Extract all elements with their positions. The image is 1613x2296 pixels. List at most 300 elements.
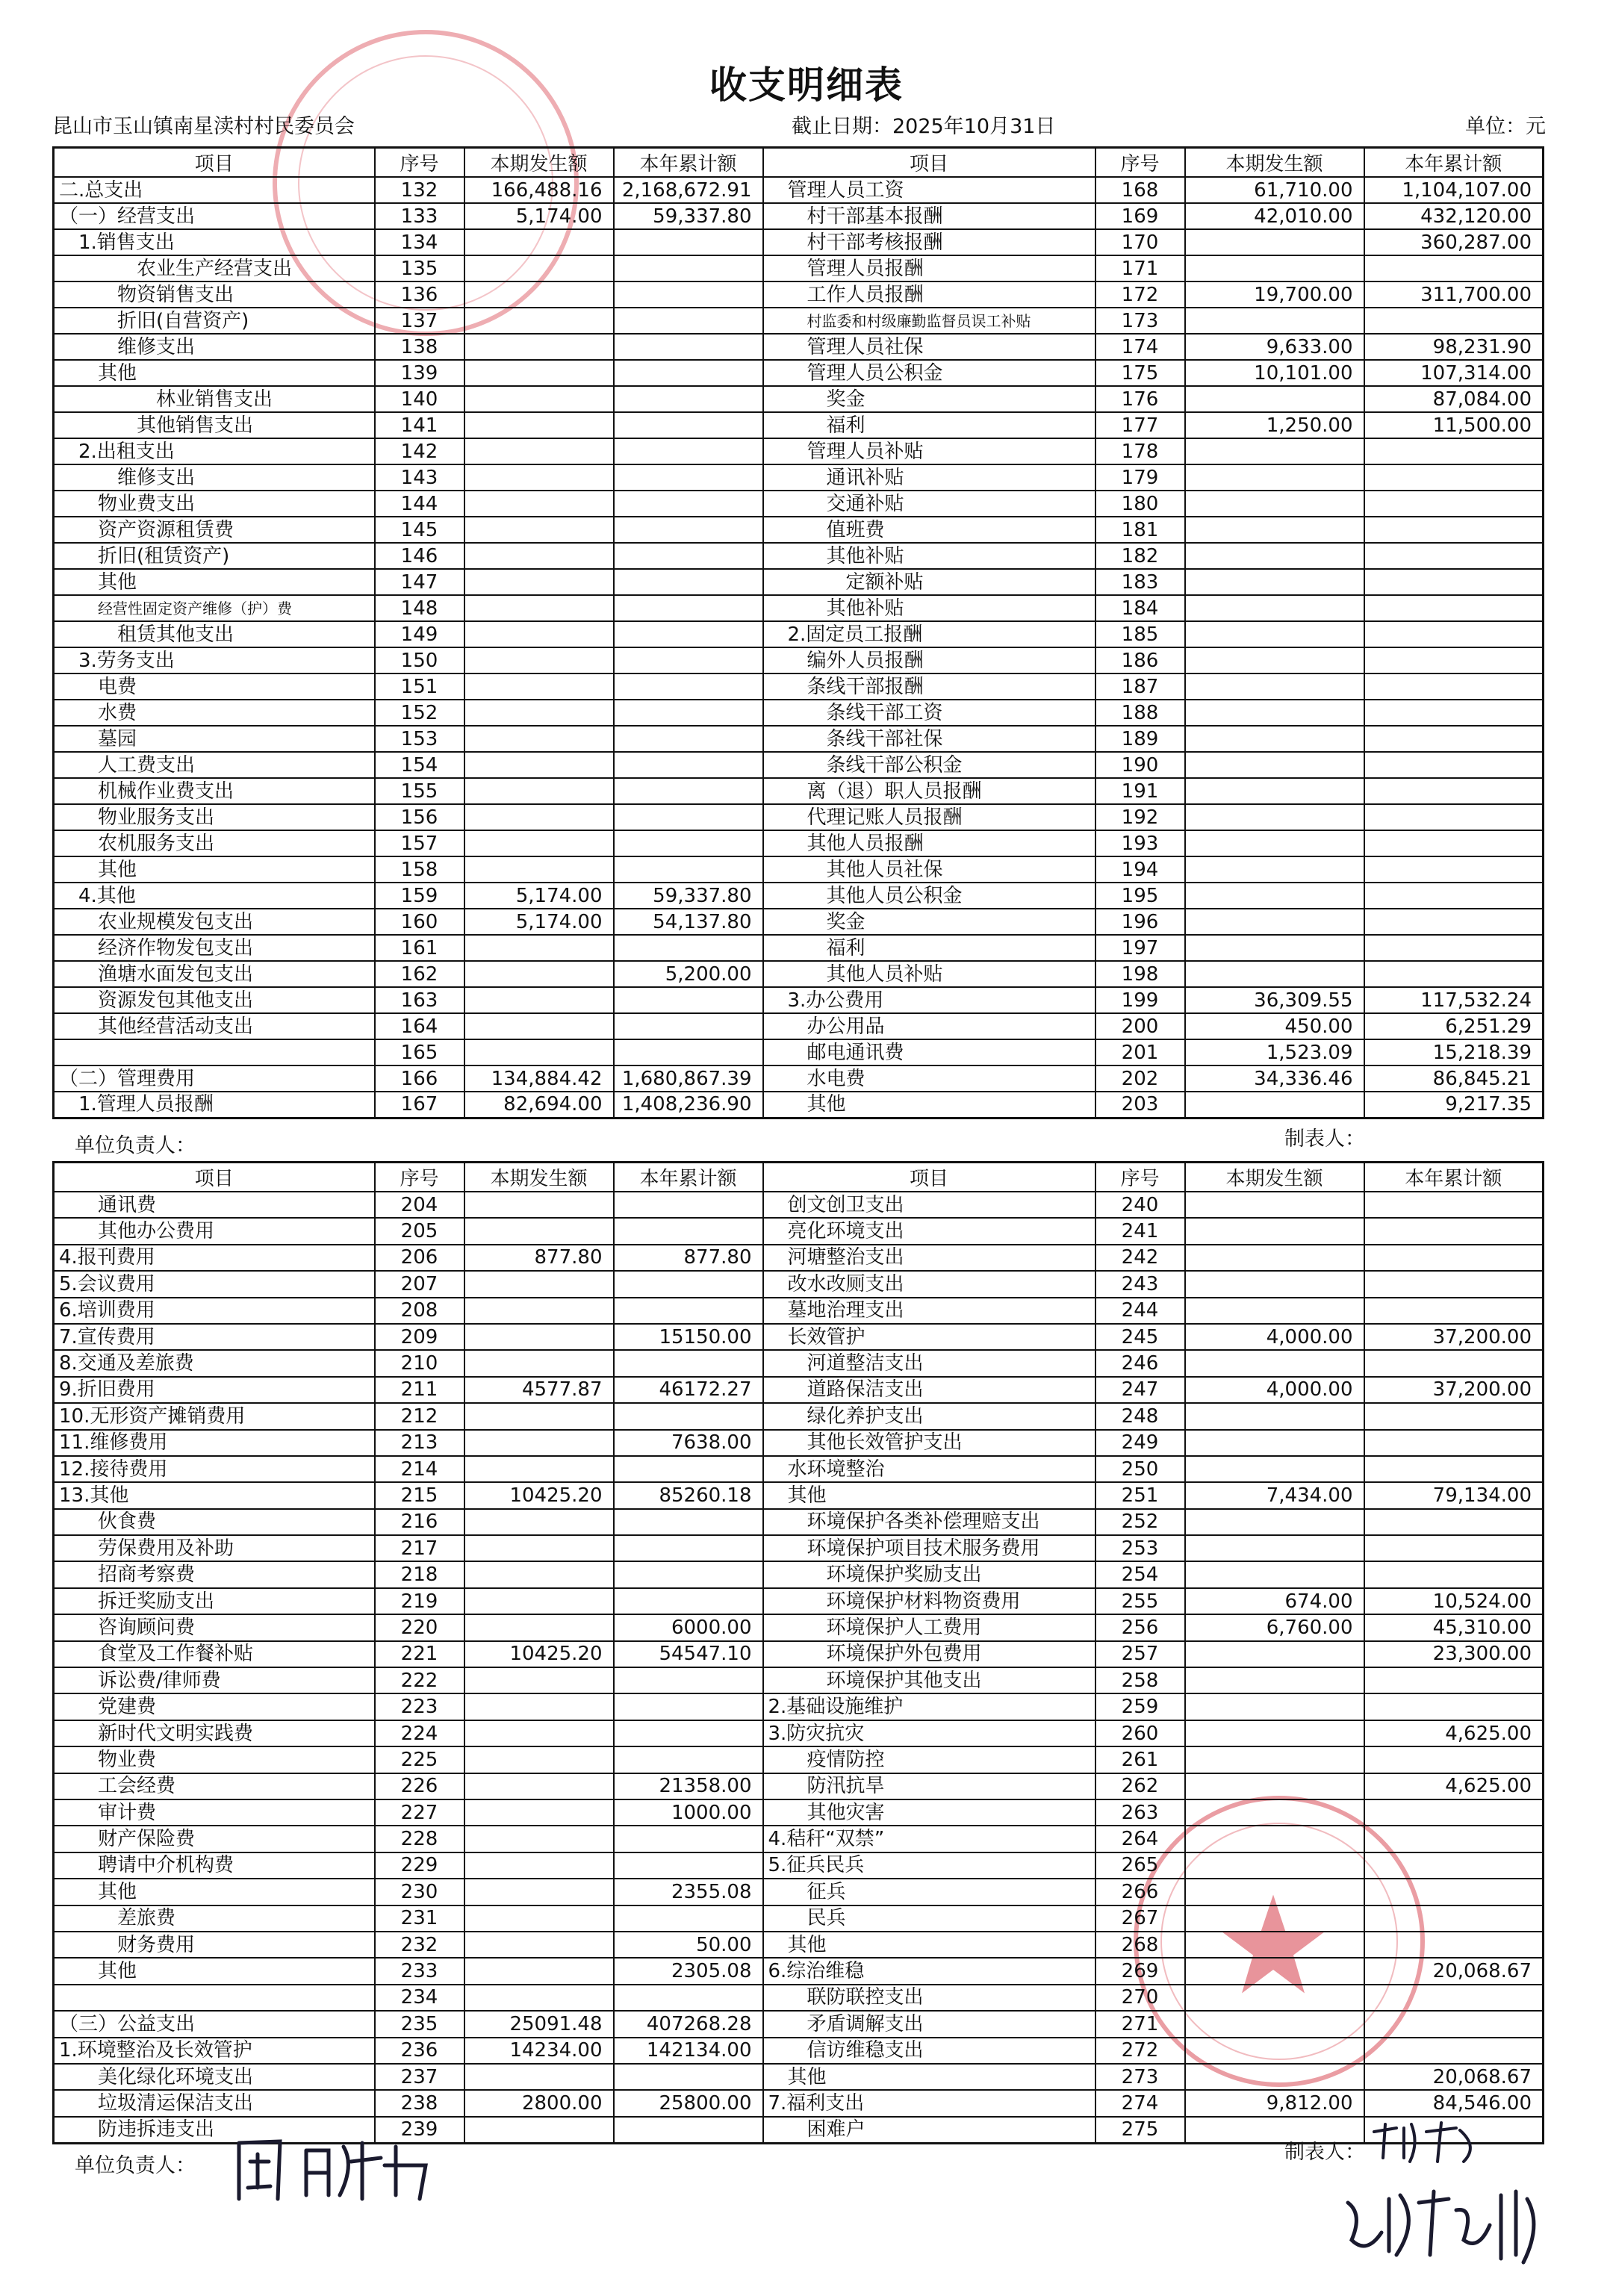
- seq-cell: 233: [375, 1958, 464, 1984]
- item-cell: 维修支出: [54, 334, 375, 360]
- period-amount-cell: [1185, 961, 1364, 987]
- seq-cell: 134: [375, 229, 464, 255]
- item-cell: 物资销售支出: [54, 281, 375, 308]
- seq-cell: 211: [375, 1377, 464, 1403]
- period-amount-cell: 82,694.00: [464, 1092, 614, 1118]
- seq-cell: 160: [375, 909, 464, 935]
- item-cell: 13.其他: [54, 1482, 375, 1508]
- table-row: [54, 281, 1544, 308]
- seq-cell: 228: [375, 1826, 464, 1852]
- item-cell: 6.培训费用: [54, 1298, 375, 1324]
- seq-cell: 177: [1095, 412, 1185, 438]
- ytd-amount-cell: 2,168,672.91: [614, 177, 763, 203]
- seq-cell: 267: [1095, 1905, 1185, 1932]
- item-cell: 劳保费用及补助: [54, 1535, 375, 1561]
- seq-cell: 255: [1095, 1588, 1185, 1614]
- table-row: [54, 778, 1544, 804]
- ytd-amount-cell: [614, 595, 763, 621]
- ytd-amount-cell: 2305.08: [614, 1958, 763, 1984]
- seq-cell: 152: [375, 700, 464, 726]
- seq-cell: 250: [1095, 1456, 1185, 1482]
- period-amount-cell: [1185, 2011, 1364, 2037]
- period-amount-cell: [464, 2064, 614, 2090]
- ytd-amount-cell: [1364, 1667, 1544, 1693]
- item-cell: 维修支出: [54, 464, 375, 491]
- seq-cell: 193: [1095, 830, 1185, 856]
- page-title: 收支明细表: [709, 63, 904, 107]
- organization-name: 昆山市玉山镇南星渎村村民委员会: [52, 115, 355, 138]
- seq-cell: 139: [375, 360, 464, 386]
- period-amount-cell: 5,174.00: [464, 909, 614, 935]
- item-cell: 折旧(租赁资产): [54, 543, 375, 569]
- period-amount-cell: [1185, 673, 1364, 700]
- seq-cell: 234: [375, 1985, 464, 2011]
- seq-cell: 165: [375, 1039, 464, 1065]
- item-cell: 长效管护: [763, 1324, 1095, 1350]
- item-cell: 通讯费: [54, 1192, 375, 1218]
- period-amount-cell: [1185, 700, 1364, 726]
- ytd-amount-cell: 11,500.00: [1364, 412, 1544, 438]
- ytd-amount-cell: [1364, 1403, 1544, 1429]
- seq-cell: 226: [375, 1773, 464, 1799]
- period-amount-cell: 1,250.00: [1185, 412, 1364, 438]
- col-header: 项目: [54, 1163, 375, 1192]
- ytd-amount-cell: [1364, 647, 1544, 673]
- item-cell: [54, 1039, 375, 1065]
- item-cell: 环境保护其他支出: [763, 1667, 1095, 1693]
- item-cell: 折旧(自营资产): [54, 308, 375, 334]
- ytd-amount-cell: [614, 856, 763, 883]
- period-amount-cell: 450.00: [1185, 1013, 1364, 1039]
- table-row: [54, 1588, 1544, 1614]
- period-amount-cell: [1185, 1641, 1364, 1667]
- table-row: [54, 856, 1544, 883]
- ytd-amount-cell: 360,287.00: [1364, 229, 1544, 255]
- table-header: [54, 148, 1544, 178]
- seq-cell: 249: [1095, 1430, 1185, 1456]
- table-row: [54, 1298, 1544, 1324]
- currency-unit: 单位：元: [1465, 115, 1546, 138]
- table-row: [54, 1932, 1544, 1958]
- seq-cell: 189: [1095, 726, 1185, 752]
- table-row: [54, 203, 1544, 229]
- seq-cell: 167: [375, 1092, 464, 1118]
- table-row: [54, 1013, 1544, 1039]
- seq-cell: 265: [1095, 1852, 1185, 1879]
- table-row: [54, 1799, 1544, 1826]
- period-amount-cell: 6,760.00: [1185, 1614, 1364, 1640]
- seq-cell: 203: [1095, 1092, 1185, 1118]
- seq-cell: 190: [1095, 752, 1185, 778]
- seq-cell: 144: [375, 491, 464, 517]
- period-amount-cell: [464, 438, 614, 464]
- period-amount-cell: 36,309.55: [1185, 987, 1364, 1013]
- ytd-amount-cell: [1364, 700, 1544, 726]
- ytd-amount-cell: 20,068.67: [1364, 2064, 1544, 2090]
- item-cell: 1.管理人员报酬: [54, 1092, 375, 1118]
- period-amount-cell: [1185, 255, 1364, 281]
- seq-cell: 239: [375, 2117, 464, 2143]
- seq-cell: 275: [1095, 2117, 1185, 2143]
- item-cell: 3.防灾抗灾: [763, 1720, 1095, 1746]
- col-header: 序号: [1095, 1163, 1185, 1192]
- period-amount-cell: [464, 569, 614, 595]
- seq-cell: 132: [375, 177, 464, 203]
- ytd-amount-cell: [614, 1456, 763, 1482]
- item-cell: 7.福利支出: [763, 2090, 1095, 2116]
- seq-cell: 208: [375, 1298, 464, 1324]
- item-cell: 定额补贴: [763, 569, 1095, 595]
- ytd-amount-cell: [614, 1403, 763, 1429]
- ytd-amount-cell: [1364, 595, 1544, 621]
- period-amount-cell: [1185, 1509, 1364, 1535]
- ytd-amount-cell: [1364, 909, 1544, 935]
- item-cell: 防违拆违支出: [54, 2117, 375, 2143]
- period-amount-cell: 4,000.00: [1185, 1377, 1364, 1403]
- period-amount-cell: [464, 1298, 614, 1324]
- item-cell: 环境保护外包费用: [763, 1641, 1095, 1667]
- period-amount-cell: [1185, 595, 1364, 621]
- ytd-amount-cell: 7638.00: [614, 1430, 763, 1456]
- item-cell: 2.基础设施维护: [763, 1693, 1095, 1720]
- period-amount-cell: [464, 1324, 614, 1350]
- seq-cell: 178: [1095, 438, 1185, 464]
- ytd-amount-cell: 86,845.21: [1364, 1065, 1544, 1092]
- period-amount-cell: [1185, 2064, 1364, 2090]
- item-cell: 河塘整治支出: [763, 1245, 1095, 1271]
- seq-cell: 253: [1095, 1535, 1185, 1561]
- item-cell: 2.固定员工报酬: [763, 621, 1095, 647]
- period-amount-cell: [1185, 1350, 1364, 1376]
- seq-cell: 150: [375, 647, 464, 673]
- period-amount-cell: [1185, 1535, 1364, 1561]
- ytd-amount-cell: [1364, 752, 1544, 778]
- table-row: [54, 1826, 1544, 1852]
- ytd-amount-cell: 432,120.00: [1364, 203, 1544, 229]
- ytd-amount-cell: [614, 1905, 763, 1932]
- item-cell: 资产资源租赁费: [54, 517, 375, 543]
- period-amount-cell: [464, 1799, 614, 1826]
- period-amount-cell: [464, 752, 614, 778]
- item-cell: 困难户: [763, 2117, 1095, 2143]
- item-cell: 其他销售支出: [54, 412, 375, 438]
- ytd-amount-cell: [1364, 438, 1544, 464]
- ytd-amount-cell: 107,314.00: [1364, 360, 1544, 386]
- table-row: [54, 1092, 1544, 1118]
- table-row: [54, 1905, 1544, 1932]
- table-row: [54, 1958, 1544, 1984]
- ytd-amount-cell: 59,337.80: [614, 203, 763, 229]
- item-cell: 伙食费: [54, 1509, 375, 1535]
- item-cell: 矛盾调解支出: [763, 2011, 1095, 2037]
- period-amount-cell: [464, 1456, 614, 1482]
- period-amount-cell: [464, 1826, 614, 1852]
- seq-cell: 261: [1095, 1746, 1185, 1773]
- period-amount-cell: [1185, 1092, 1364, 1118]
- item-cell: 管理人员工资: [763, 177, 1095, 203]
- table-row: [54, 1192, 1544, 1218]
- ytd-amount-cell: [614, 1667, 763, 1693]
- period-amount-cell: [1185, 883, 1364, 909]
- seq-cell: 260: [1095, 1720, 1185, 1746]
- ytd-amount-cell: 1000.00: [614, 1799, 763, 1826]
- ytd-amount-cell: 85260.18: [614, 1482, 763, 1508]
- ytd-amount-cell: [1364, 308, 1544, 334]
- item-cell: 其他人员补贴: [763, 961, 1095, 987]
- period-amount-cell: [464, 1720, 614, 1746]
- period-amount-cell: [464, 1773, 614, 1799]
- seq-cell: 197: [1095, 935, 1185, 961]
- table-row: [54, 961, 1544, 987]
- item-cell: 3.劳务支出: [54, 647, 375, 673]
- item-cell: 水费: [54, 700, 375, 726]
- seq-cell: 147: [375, 569, 464, 595]
- ytd-amount-cell: [1364, 1746, 1544, 1773]
- seq-cell: 200: [1095, 1013, 1185, 1039]
- seq-cell: 135: [375, 255, 464, 281]
- ytd-amount-cell: [614, 700, 763, 726]
- seq-cell: 195: [1095, 883, 1185, 909]
- ytd-amount-cell: 407268.28: [614, 2011, 763, 2037]
- ytd-amount-cell: [614, 1561, 763, 1587]
- ytd-amount-cell: [1364, 726, 1544, 752]
- period-amount-cell: [1185, 621, 1364, 647]
- ytd-amount-cell: [1364, 1852, 1544, 1879]
- period-amount-cell: [464, 308, 614, 334]
- ytd-amount-cell: 10,524.00: [1364, 1588, 1544, 1614]
- ytd-amount-cell: 117,532.24: [1364, 987, 1544, 1013]
- period-amount-cell: [464, 229, 614, 255]
- ytd-amount-cell: 5,200.00: [614, 961, 763, 987]
- seq-cell: 138: [375, 334, 464, 360]
- period-amount-cell: [464, 360, 614, 386]
- ytd-amount-cell: [614, 673, 763, 700]
- period-amount-cell: [1185, 1693, 1364, 1720]
- period-amount-cell: [464, 2117, 614, 2143]
- seq-cell: 218: [375, 1561, 464, 1587]
- item-cell: 其他长效管护支出: [763, 1430, 1095, 1456]
- period-amount-cell: [464, 804, 614, 830]
- table-row: [54, 543, 1544, 569]
- ytd-amount-cell: [614, 830, 763, 856]
- period-amount-cell: [464, 1614, 614, 1640]
- seq-cell: 212: [375, 1403, 464, 1429]
- item-cell: 6.综治维稳: [763, 1958, 1095, 1984]
- item-cell: 聘请中介机构费: [54, 1852, 375, 1879]
- period-amount-cell: [1185, 1456, 1364, 1482]
- seq-cell: 151: [375, 673, 464, 700]
- seq-cell: 205: [375, 1218, 464, 1244]
- ytd-amount-cell: [1364, 1298, 1544, 1324]
- ytd-amount-cell: 1,408,236.90: [614, 1092, 763, 1118]
- seq-cell: 141: [375, 412, 464, 438]
- item-cell: [54, 1985, 375, 2011]
- seq-cell: 145: [375, 517, 464, 543]
- ytd-amount-cell: [614, 2064, 763, 2090]
- item-cell: 10.无形资产摊销费用: [54, 1403, 375, 1429]
- ytd-amount-cell: [614, 281, 763, 308]
- ytd-amount-cell: [614, 1588, 763, 1614]
- item-cell: 诉讼费/律师费: [54, 1667, 375, 1693]
- seq-cell: 258: [1095, 1667, 1185, 1693]
- col-header: 本期发生额: [1185, 1163, 1364, 1192]
- table-row: [54, 673, 1544, 700]
- period-amount-cell: [464, 517, 614, 543]
- table-row: [54, 2011, 1544, 2037]
- item-cell: 绿化养护支出: [763, 1403, 1095, 1429]
- period-amount-cell: 877.80: [464, 1245, 614, 1271]
- seq-cell: 184: [1095, 595, 1185, 621]
- ytd-amount-cell: [1364, 1561, 1544, 1587]
- period-amount-cell: [1185, 935, 1364, 961]
- period-amount-cell: 10425.20: [464, 1641, 614, 1667]
- seq-cell: 194: [1095, 856, 1185, 883]
- col-header: 本期发生额: [1185, 148, 1364, 178]
- item-cell: 审计费: [54, 1799, 375, 1826]
- ytd-amount-cell: [614, 1852, 763, 1879]
- seq-cell: 240: [1095, 1192, 1185, 1218]
- item-cell: 办公用品: [763, 1013, 1095, 1039]
- table-row: [54, 752, 1544, 778]
- ytd-amount-cell: [1364, 830, 1544, 856]
- ytd-amount-cell: [614, 464, 763, 491]
- period-amount-cell: [464, 595, 614, 621]
- table-row: [54, 491, 1544, 517]
- period-amount-cell: 2800.00: [464, 2090, 614, 2116]
- ytd-amount-cell: [1364, 961, 1544, 987]
- item-cell: 村监委和村级廉勤监督员误工补贴: [763, 308, 1095, 334]
- item-cell: 管理人员社保: [763, 334, 1095, 360]
- period-amount-cell: 10425.20: [464, 1482, 614, 1508]
- item-cell: 福利: [763, 935, 1095, 961]
- seq-cell: 222: [375, 1667, 464, 1693]
- period-amount-cell: [464, 1039, 614, 1065]
- ytd-amount-cell: [1364, 1218, 1544, 1244]
- item-cell: 其他: [763, 1932, 1095, 1958]
- seq-cell: 183: [1095, 569, 1185, 595]
- item-cell: 道路保洁支出: [763, 1377, 1095, 1403]
- period-amount-cell: [1185, 229, 1364, 255]
- ytd-amount-cell: 84,546.00: [1364, 2090, 1544, 2116]
- table-row: [54, 1065, 1544, 1092]
- seq-cell: 269: [1095, 1958, 1185, 1984]
- ytd-amount-cell: [1364, 856, 1544, 883]
- item-cell: 福利: [763, 412, 1095, 438]
- seq-cell: 162: [375, 961, 464, 987]
- ytd-amount-cell: [1364, 2011, 1544, 2037]
- seq-cell: 225: [375, 1746, 464, 1773]
- ytd-amount-cell: [1364, 1192, 1544, 1218]
- item-cell: 经营性固定资产维修（护）费: [54, 595, 375, 621]
- col-header: 项目: [763, 148, 1095, 178]
- item-cell: 联防联控支出: [763, 1985, 1095, 2011]
- ytd-amount-cell: [614, 569, 763, 595]
- item-cell: 机械作业费支出: [54, 778, 375, 804]
- period-amount-cell: [1185, 856, 1364, 883]
- table-row: [54, 1667, 1544, 1693]
- period-amount-cell: [464, 647, 614, 673]
- col-header: 本年累计额: [614, 1163, 763, 1192]
- period-amount-cell: [464, 1905, 614, 1932]
- table-row: [54, 700, 1544, 726]
- period-amount-cell: [464, 987, 614, 1013]
- period-amount-cell: [1185, 1852, 1364, 1879]
- table-row: [54, 1720, 1544, 1746]
- seq-cell: 213: [375, 1430, 464, 1456]
- seq-cell: 221: [375, 1641, 464, 1667]
- period-amount-cell: [1185, 1958, 1364, 1984]
- period-amount-cell: [1185, 909, 1364, 935]
- period-amount-cell: [1185, 1720, 1364, 1746]
- item-cell: 电费: [54, 673, 375, 700]
- ytd-amount-cell: [614, 360, 763, 386]
- seq-cell: 216: [375, 1509, 464, 1535]
- unit-head-label: 单位负责人：: [75, 1134, 196, 1157]
- period-amount-cell: [1185, 752, 1364, 778]
- item-cell: 其他人员社保: [763, 856, 1095, 883]
- period-amount-cell: [464, 1350, 614, 1376]
- period-amount-cell: [464, 726, 614, 752]
- ytd-amount-cell: [1364, 1245, 1544, 1271]
- period-amount-cell: [1185, 830, 1364, 856]
- period-amount-cell: [1185, 1826, 1364, 1852]
- item-cell: 条线干部社保: [763, 726, 1095, 752]
- table-row: [54, 1852, 1544, 1879]
- table-row: [54, 595, 1544, 621]
- table-row: [54, 1350, 1544, 1376]
- table-row: [54, 1746, 1544, 1773]
- table-row: [54, 1482, 1544, 1508]
- col-header: 项目: [763, 1163, 1095, 1192]
- seq-cell: 217: [375, 1535, 464, 1561]
- table-row: [54, 935, 1544, 961]
- item-cell: 亮化环境支出: [763, 1218, 1095, 1244]
- period-amount-cell: [1185, 778, 1364, 804]
- table-row: [54, 1245, 1544, 1271]
- seq-cell: 232: [375, 1932, 464, 1958]
- item-cell: 招商考察费: [54, 1561, 375, 1587]
- seq-cell: 231: [375, 1905, 464, 1932]
- item-cell: 环境保护人工费用: [763, 1614, 1095, 1640]
- ytd-amount-cell: [1364, 2038, 1544, 2064]
- seq-cell: 274: [1095, 2090, 1185, 2116]
- item-cell: 环境保护项目技术服务费用: [763, 1535, 1095, 1561]
- table-row: [54, 438, 1544, 464]
- item-cell: 工作人员报酬: [763, 281, 1095, 308]
- period-amount-cell: [464, 961, 614, 987]
- item-cell: 7.宣传费用: [54, 1324, 375, 1350]
- seq-cell: 202: [1095, 1065, 1185, 1092]
- seq-cell: 257: [1095, 1641, 1185, 1667]
- seq-cell: 172: [1095, 281, 1185, 308]
- seq-cell: 159: [375, 883, 464, 909]
- item-cell: 4.报刊费用: [54, 1245, 375, 1271]
- ytd-amount-cell: [614, 412, 763, 438]
- period-amount-cell: 42,010.00: [1185, 203, 1364, 229]
- ytd-amount-cell: 9,217.35: [1364, 1092, 1544, 1118]
- seq-cell: 149: [375, 621, 464, 647]
- seq-cell: 166: [375, 1065, 464, 1092]
- ytd-amount-cell: [614, 987, 763, 1013]
- seq-cell: 185: [1095, 621, 1185, 647]
- preparer-label: 制表人：: [1284, 1127, 1365, 1151]
- seq-cell: 173: [1095, 308, 1185, 334]
- item-cell: 农机服务支出: [54, 830, 375, 856]
- seq-cell: 153: [375, 726, 464, 752]
- period-amount-cell: [464, 1218, 614, 1244]
- table-row: [54, 1456, 1544, 1482]
- item-cell: 差旅费: [54, 1905, 375, 1932]
